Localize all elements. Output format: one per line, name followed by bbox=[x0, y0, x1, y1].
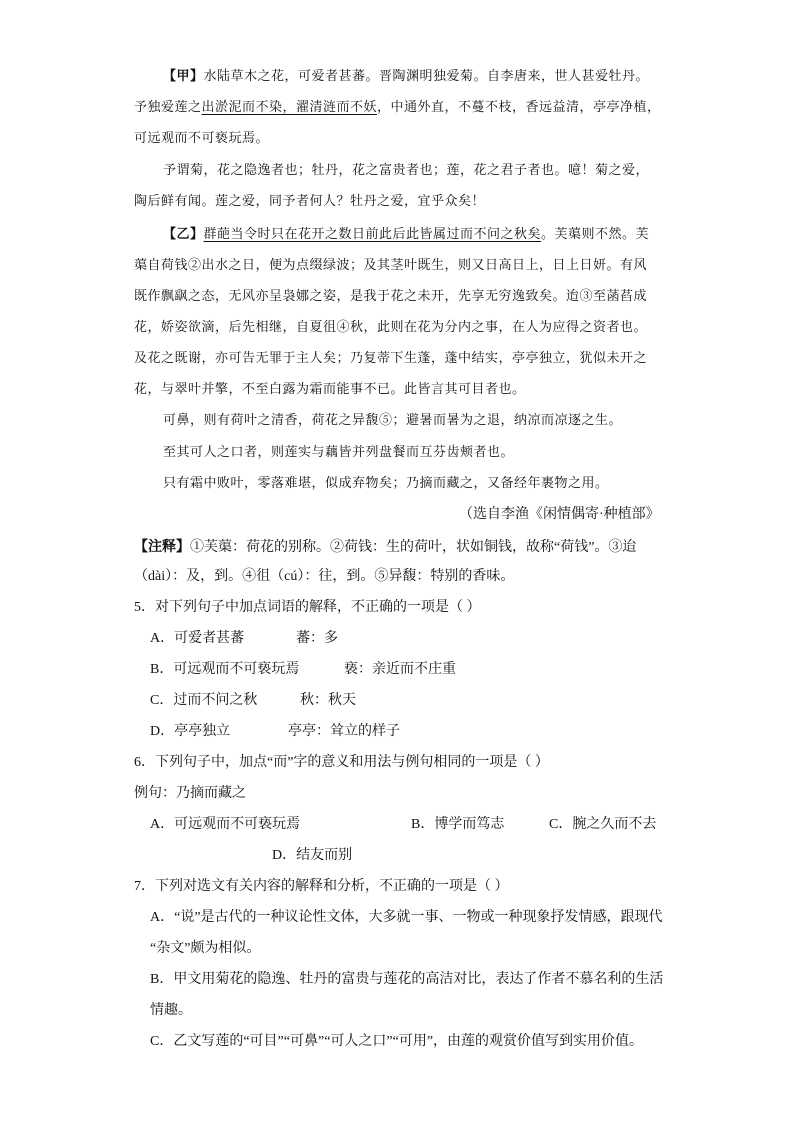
passage-jia-line: 可远观而不可亵玩焉。 bbox=[134, 131, 270, 146]
passage-jia-line: 陶后鲜有闻。莲之爱，同予者何人？牡丹之爱，宜乎众矣！ bbox=[134, 194, 486, 209]
passage-yi-line: 可鼻，则有荷叶之清香，荷花之异馥⑤；避暑而暑为之退，纳凉而凉逐之生。 bbox=[163, 413, 623, 428]
option-5d: D．亭亭独立 bbox=[150, 724, 231, 739]
passage-yi-line: 至其可人之口者，则莲实与藕皆并列盘餐而互芬齿颊者也。 bbox=[163, 445, 515, 460]
underlined-sentence: 群葩当令时只在花开之数日前此后此皆属过而不问之秋矣 bbox=[203, 227, 542, 242]
passage-jia-line: 予谓菊，花之隐逸者也；牡丹，花之富贵者也；莲，花之君子者也。噫！菊之爱， bbox=[163, 163, 650, 178]
underlined-sentence: 出淤泥而不染，濯清涟而不妖 bbox=[201, 100, 378, 115]
option-6b: B．博学而笃志 bbox=[411, 817, 505, 832]
question-6-example: 例句：乃摘而藏之 bbox=[134, 786, 246, 801]
option-5a-explanation: 蕃：多 bbox=[296, 631, 338, 646]
option-6a: A．可远观而不可亵玩焉 bbox=[150, 817, 301, 832]
option-5c-explanation: 秋：秋天 bbox=[300, 693, 356, 708]
question-6-stem: 6．下列句子中，加点“而”字的意义和用法与例句相同的一项是（ ） bbox=[134, 755, 549, 770]
passage-label: 【甲】 bbox=[163, 68, 204, 83]
notes-label: 【注释】 bbox=[134, 538, 190, 554]
option-7a: A．“说”是古代的一种议论性文体，大多就一事、一物或一种现象抒发情感，跟现代 bbox=[150, 910, 663, 925]
passage-yi-line: 蕖自荷钱②出水之日，便为点缀绿波；及其茎叶既生，则又日高日上，日上日妍。有风 bbox=[134, 258, 648, 273]
option-5b-explanation: 亵：亲近而不庄重 bbox=[344, 662, 456, 677]
question-5-stem: 5．对下列句子中加点词语的解释，不正确的一项是（ ） bbox=[134, 600, 481, 615]
passage-source: （选自李渔《闲情偶寄·种植部》 bbox=[459, 507, 660, 522]
passage-yi-line: 及花之既谢，亦可告无罪于主人矣；乃复蒂下生蓬，蓬中结实，亭亭独立，犹似未开之 bbox=[134, 351, 648, 366]
passage-yi-line: 既作飘飖之态，无风亦呈袅娜之姿，是我于花之未开，先享无穷逸致矣。迨③至菡萏成 bbox=[134, 289, 648, 304]
notes-line: （dài）：及，到。④徂（cú）：往，到。⑤异馥：特别的香味。 bbox=[134, 569, 515, 584]
option-5d-explanation: 亭亭：耸立的样子 bbox=[288, 724, 400, 739]
option-7c: C．乙文写莲的“可目”“可鼻”“可人之口”“可用”，由莲的观赏价值写到实用价值。 bbox=[150, 1034, 644, 1049]
option-7b: B．甲文用菊花的隐逸、牡丹的富贵与莲花的高洁对比，表达了作者不慕名利的生活 bbox=[150, 972, 664, 987]
option-7a-cont: “杂文”颇为相似。 bbox=[150, 941, 261, 956]
option-6d: D．结友而别 bbox=[272, 848, 353, 863]
option-5c: C．过而不问之秋 bbox=[150, 693, 258, 708]
option-7b-cont: 情趣。 bbox=[150, 1003, 192, 1018]
option-6c: C．腕之久而不去 bbox=[549, 817, 657, 832]
passage-yi-line: 花，娇姿欲滴，后先相继，自夏徂④秋，此则在花为分内之事，在人为应得之资者也。 bbox=[134, 320, 648, 335]
option-5b: B．可远观而不可亵玩焉 bbox=[150, 662, 300, 677]
question-7-stem: 7．下列对选文有关内容的解释和分析，不正确的一项是（ ） bbox=[134, 879, 509, 894]
passage-jia-line: 予独爱莲之出淤泥而不染，濯清涟而不妖，中通外直，不蔓不枝，香远益清，亭亭净植， bbox=[134, 100, 661, 115]
passage-jia-line: 【甲】水陆草木之花，可爱者甚蕃。晋陶渊明独爱菊。自李唐来，世人甚爱牡丹。 bbox=[163, 68, 650, 84]
passage-label: 【乙】 bbox=[163, 226, 204, 241]
passage-yi-line: 【乙】群葩当令时只在花开之数日前此后此皆属过而不问之秋矣。芙蕖则不然。芙 bbox=[163, 226, 650, 242]
option-5a: A．可爱者甚蕃 bbox=[150, 631, 245, 646]
notes-line: 【注释】①芙蕖：荷花的别称。②荷钱：生的荷叶，状如铜钱，故称“荷钱”。③迨 bbox=[134, 538, 637, 555]
passage-yi-line: 只有霜中败叶，零落难堪，似成弃物矣；乃摘而藏之，又备经年裹物之用。 bbox=[163, 476, 609, 491]
passage-yi-line: 花，与翠叶并擎，不至白露为霜而能事不已。此皆言其可目者也。 bbox=[134, 382, 526, 397]
